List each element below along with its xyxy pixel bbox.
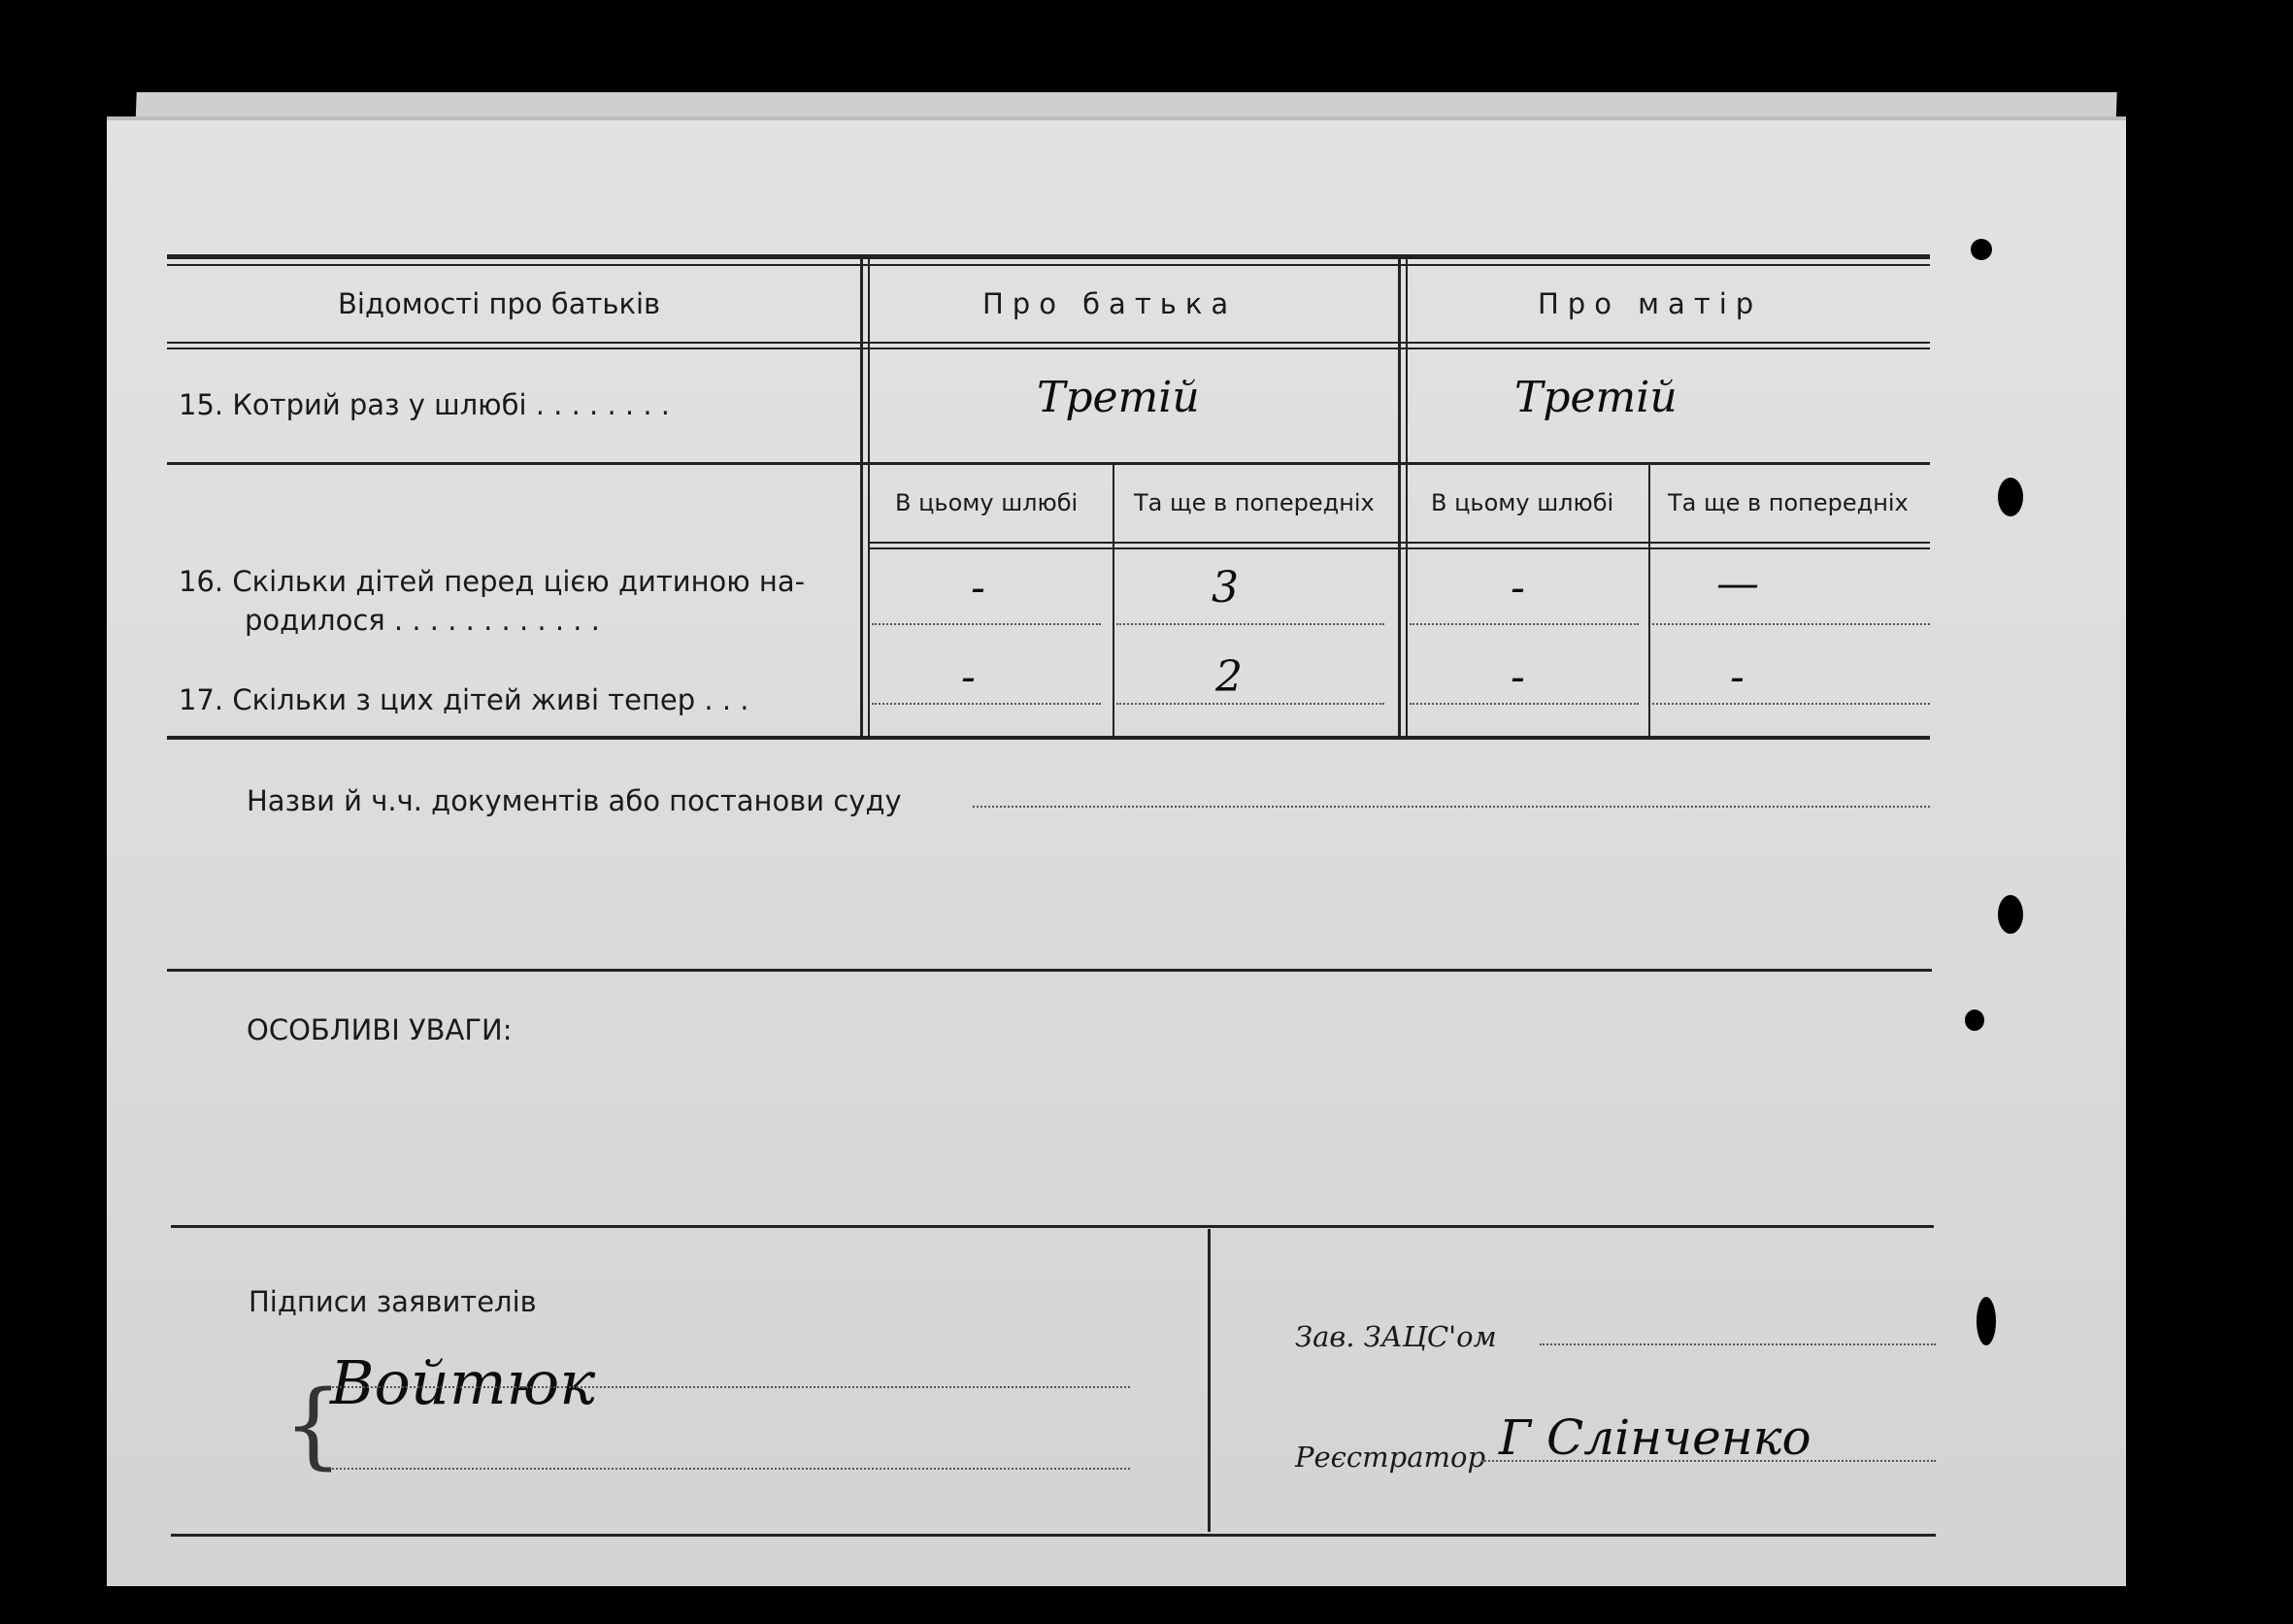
- registrar-dotline: [1481, 1460, 1936, 1462]
- header-father: Про батька: [982, 287, 1238, 320]
- applicant-signature: Войтюк: [330, 1347, 596, 1418]
- subheader-father-prev: Та ще в попередніх: [1134, 489, 1375, 516]
- row16-mother-prev: —: [1716, 559, 1759, 609]
- binding-hole: [1998, 478, 2023, 516]
- row16-label-line1: 16. Скільки дітей перед цією дитиною на-: [179, 565, 806, 598]
- row16-mother-this: -: [1511, 563, 1525, 613]
- head-zags-label: Зав. ЗАЦС'ом: [1295, 1320, 1497, 1353]
- col-divider-father-sub: [1113, 464, 1114, 738]
- row17-dotline-4: [1652, 703, 1930, 705]
- documents-bottom-rule: [167, 969, 1932, 972]
- notes-label: ОСОБЛИВІ УВАГИ:: [247, 1013, 513, 1046]
- row15-label: 15. Котрий раз у шлюбі . . . . . . . .: [179, 388, 670, 421]
- applicants-label: Підписи заявителів: [249, 1285, 537, 1318]
- table-bottom-rule: [167, 736, 1930, 740]
- col-divider-2b: [1406, 258, 1408, 738]
- row15-mother-value: Третій: [1514, 373, 1678, 422]
- header-parents: Відомості про батьків: [338, 287, 661, 320]
- row16-dotline-2: [1116, 623, 1384, 625]
- signature-divider: [1208, 1229, 1211, 1532]
- form-bottom-rule: [171, 1534, 1936, 1537]
- registrar-signature: Г Слінченко: [1499, 1409, 1811, 1466]
- applicant-dotline-2: [332, 1468, 1130, 1470]
- row16-dotline-4: [1652, 623, 1930, 625]
- row17-dotline-1: [872, 703, 1101, 705]
- row16-dotline-3: [1410, 623, 1639, 625]
- subheader-mother-prev: Та ще в попередніх: [1668, 489, 1909, 516]
- binding-hole: [1971, 239, 1992, 260]
- row17-father-prev: 2: [1215, 652, 1243, 702]
- registrar-label: Реєстратор: [1295, 1441, 1486, 1474]
- applicant-dotline-1: [332, 1386, 1130, 1388]
- head-zags-dotline: [1540, 1343, 1936, 1345]
- row15-bottom-rule: [167, 462, 1930, 465]
- row17-dotline-3: [1410, 703, 1639, 705]
- header-bottom-rule: [167, 342, 1930, 344]
- binding-hole: [1977, 1297, 1996, 1345]
- col-divider-mother-sub: [1648, 464, 1650, 738]
- documents-label: Назви й ч.ч. документів або постанови суду: [247, 784, 902, 817]
- subheader-mother-this: В цьому шлюбі: [1431, 489, 1614, 516]
- binding-hole: [1965, 1010, 1984, 1031]
- row15-father-value: Третій: [1037, 373, 1200, 422]
- col-divider-2: [1398, 258, 1401, 738]
- header-mother: Про матір: [1538, 287, 1763, 320]
- notes-bottom-rule: [171, 1225, 1934, 1228]
- binding-hole: [1998, 895, 2023, 934]
- row17-mother-prev: -: [1730, 652, 1745, 702]
- table-top-rule-thin: [167, 264, 1930, 266]
- row16-father-this: -: [971, 563, 985, 613]
- col-divider-1b: [868, 258, 870, 738]
- table-top-rule: [167, 254, 1930, 259]
- row16-father-prev: 3: [1212, 563, 1239, 613]
- col-divider-1: [860, 258, 863, 738]
- row16-label-line2: родилося . . . . . . . . . . . .: [245, 604, 600, 637]
- row17-label: 17. Скільки з цих дітей живі тепер . . .: [179, 683, 749, 716]
- signature-brace: {: [283, 1371, 344, 1479]
- header-bottom-rule-2: [167, 348, 1930, 349]
- row16-dotline-1: [872, 623, 1101, 625]
- row17-father-this: -: [961, 652, 976, 702]
- row17-dotline-2: [1116, 703, 1384, 705]
- subheader-father-this: В цьому шлюбі: [895, 489, 1079, 516]
- documents-dotline: [973, 806, 1930, 808]
- row17-mother-this: -: [1511, 652, 1525, 702]
